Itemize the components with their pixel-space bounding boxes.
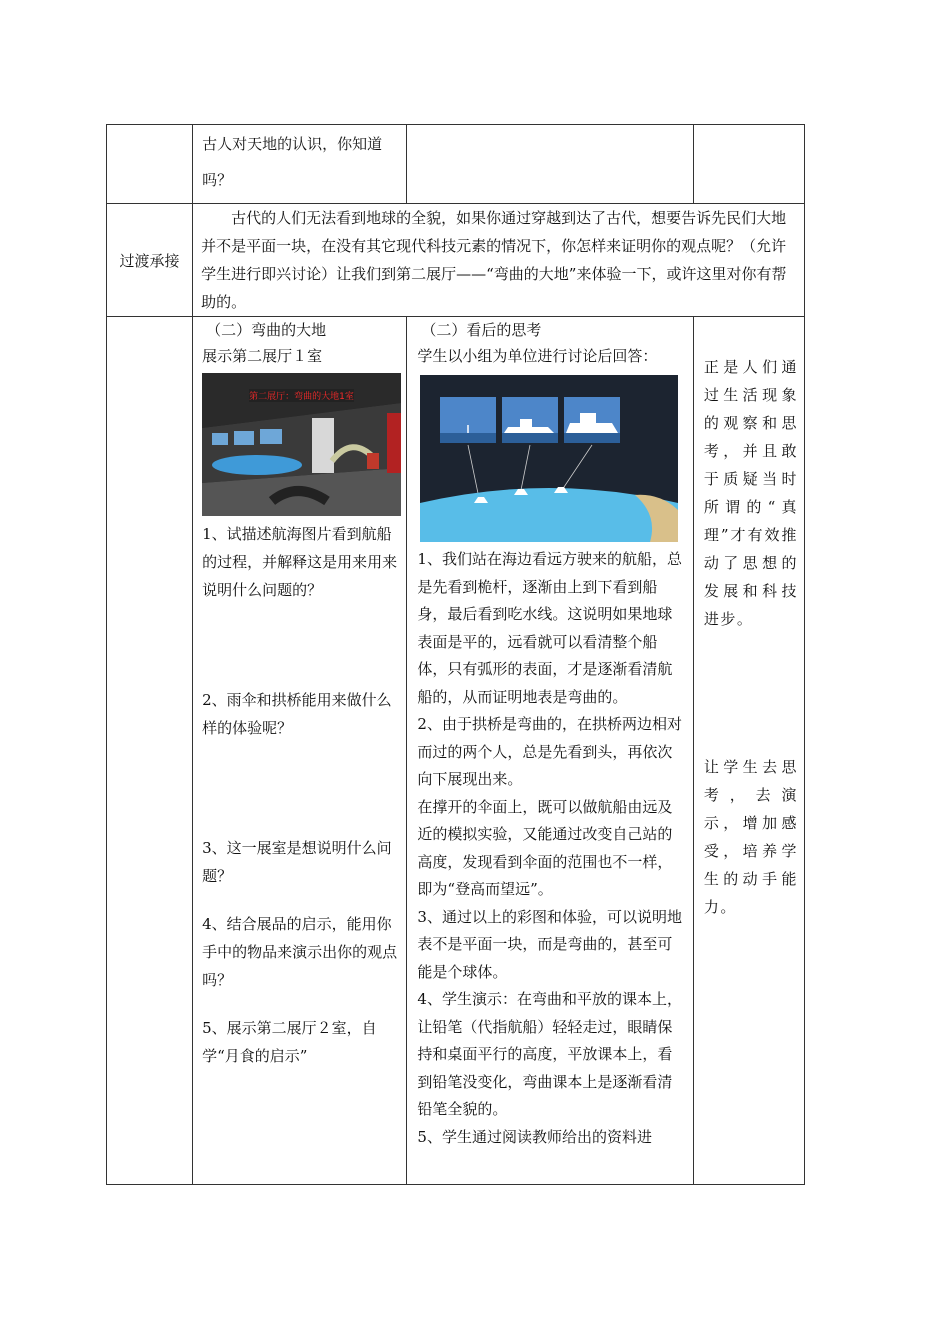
ship-horizon-image	[420, 375, 678, 542]
question-2: 2、雨伞和拱桥能用来做什么样的体验呢？	[202, 691, 392, 737]
image-caption: 第二展厅：弯曲的大地1室	[249, 392, 354, 402]
student-subheading: 学生以小组为单位进行讨论后回答：	[417, 347, 658, 365]
intent-paragraph-2: 让学生去思考，去演示，增加感受，培养学生的动手能力。	[703, 758, 798, 916]
lesson-plan-table	[106, 124, 805, 1185]
answer-3: 3、通过以上的彩图和体验，可以说明地表不是平面一块，而是弯曲的，甚至可能是个球体。	[417, 907, 682, 981]
design-intent-cell	[693, 317, 804, 1185]
table-row	[107, 317, 805, 1185]
section-subheading: 展示第二展厅１室	[202, 347, 323, 365]
transition-label: 过渡承接	[107, 204, 193, 317]
answer-2: 2、由于拱桥是弯曲的，在拱桥两边相对而过的两个人，总是先看到头，再依次向下展现出来。	[417, 715, 682, 788]
question-5: 5、展示第二展厅２室，自学“月食的启示”	[202, 1019, 377, 1065]
student-heading: （二）看后的思考	[421, 321, 542, 339]
intent-paragraph-1: 正是人们通过生活现象的观察和思考，并且敢于质疑当时所谓的“真理”才有效推动了思想的发展和科技进步。	[703, 358, 798, 628]
transition-cell	[193, 204, 805, 317]
section-heading: （二）弯曲的大地	[206, 321, 327, 339]
table-row	[107, 204, 805, 317]
row3-label-cell	[107, 317, 193, 1185]
student-activity-cell	[407, 317, 693, 1185]
teacher-activity-cell	[193, 317, 407, 1185]
row1-teacher-cell	[193, 125, 407, 204]
row1-intent-cell	[693, 125, 804, 204]
ancient-knowledge-question: 古人对天地的认识，你知道吗？	[202, 135, 383, 189]
answer-2b: 在撑开的伞面上，既可以做航船由远及近的模拟实验，又能通过改变自己站的高度，发现看到伞面的范围也不一样，即为“登高而望远”。	[417, 797, 673, 898]
exhibition-hall-image	[202, 373, 401, 516]
question-4: 4、结合展品的启示，能用你手中的物品来演示出你的观点吗？	[202, 915, 398, 989]
answer-1: 1、我们站在海边看远方驶来的航船，总是先看到桅杆，逐渐由上到下看到船身，最后看到吃水线。这说明如果地球表面是平的，远看就可以看清整个船体，只有弧形的表面，才是逐渐看清航船的，从而证明地表是弯曲的。	[417, 550, 682, 706]
answer-4: 4、学生演示：在弯曲和平放的课本上，让铅笔（代指航船）轻轻走过，眼睛保持和桌面平行的高度，平放课本上，看到铅笔没变化，弯曲课本上是逐渐看清铅笔全貌的。	[417, 990, 682, 1118]
row1-student-cell	[407, 125, 693, 204]
question-1: 1、试描述航海图片看到航船的过程，并解释这是用来用来说明什么问题的？	[202, 525, 398, 599]
transition-text: 古代的人们无法看到地球的全貌，如果你通过穿越到达了古代，想要告诉先民们大地并不是平面一块，在没有其它现代科技元素的情况下，你怎样来证明你的观点呢？（允许学生进行即兴讨论）让我们到第二展厅——“弯曲的大地”来体验一下，或许这里对你有帮助的。	[201, 209, 787, 311]
table-row	[107, 125, 805, 204]
question-3: 3、这一展室是想说明什么问题？	[202, 839, 392, 885]
row1-label-cell	[107, 125, 193, 204]
answer-5: 5、学生通过阅读教师给出的资料进	[417, 1127, 652, 1146]
